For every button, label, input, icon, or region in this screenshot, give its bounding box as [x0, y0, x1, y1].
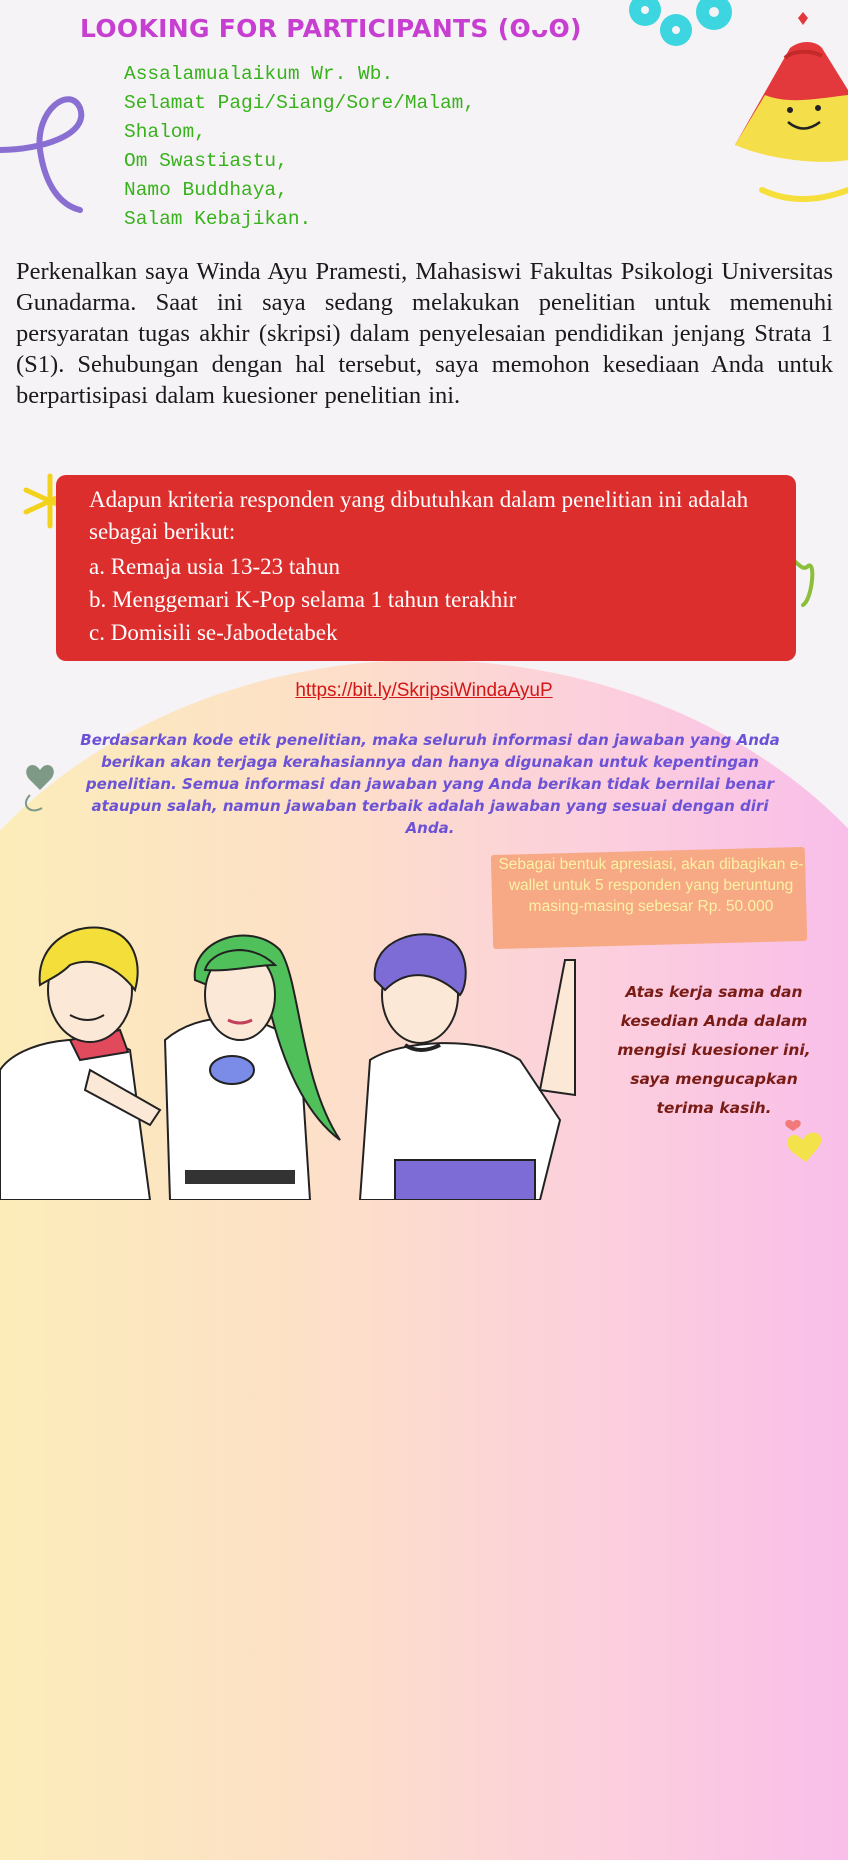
greeting-line: Namo Buddhaya, [124, 179, 288, 201]
kpop-fans-illustration [0, 920, 600, 1200]
volcano-mascot-icon [735, 12, 848, 199]
person-blond-icon [0, 927, 160, 1200]
survey-link[interactable]: https://bit.ly/SkripsiWindaAyuP [295, 680, 553, 701]
page-title: LOOKING FOR PARTICIPANTS (ʘᴗʘ) [80, 14, 582, 43]
heart-icon [785, 1120, 821, 1162]
criteria-item: a. Remaja usia 13-23 tahun [89, 554, 341, 579]
reward-text: Sebagai bentuk apresiasi, akan dibagikan e-wallet untuk 5 responden yang beruntung masing-masing sebesar Rp. 50.000 [498, 856, 804, 915]
person-purple-hair-icon [360, 934, 575, 1200]
person-green-hair-icon [165, 936, 340, 1200]
greetings-list [124, 60, 544, 234]
greeting-line: Salam Kebajikan. [124, 208, 312, 230]
greeting-line: Shalom, [124, 121, 206, 143]
criteria-intro: Adapun kriteria responden yang dibutuhkan dalam penelitian ini adalah sebagai berikut: [89, 487, 749, 544]
ethics-statement: Berdasarkan kode etik penelitian, maka seluruh informasi dan jawaban yang Anda berikan akan terjaga kerahasiannya dan hanya digunakan untuk kepentingan penelitian. Semua informasi dan jawaban yang Anda berikan tidak bernilai benar ataupun salah, namun jawaban terbaik adalah jawaban yang sesuai dengan diri Anda. [80, 731, 780, 837]
criteria-item: c. Domisili se-Jabodetabek [89, 620, 338, 645]
criteria-list [89, 550, 779, 649]
greeting-line: Om Swastiastu, [124, 150, 288, 172]
heart-icon [26, 765, 54, 810]
criteria-item: b. Menggemari K-Pop selama 1 tahun terakhir [89, 587, 517, 612]
greeting-line: Assalamualaikum Wr. Wb. [124, 63, 394, 85]
greeting-line: Selamat Pagi/Siang/Sore/Malam, [124, 92, 476, 114]
swirl-doodle-icon [0, 99, 81, 210]
thanks-text: Atas kerja sama dan kesedian Anda dalam mengisi kuesioner ini, saya mengucapkan terima kasih. [617, 983, 811, 1117]
intro-paragraph: Perkenalkan saya Winda Ayu Pramesti, Mahasiswi Fakultas Psikologi Universitas Gunadarma. Saat ini saya sedang melakukan penelitian untuk memenuhi persyaratan tugas akhir (skripsi) dalam penyelesaian pendidikan jenjang Strata 1 (S1). Sehubungan dengan hal tersebut, saya memohon kesediaan Anda untuk berpartisipasi dalam kuesioner penelitian ini. [16, 258, 833, 409]
